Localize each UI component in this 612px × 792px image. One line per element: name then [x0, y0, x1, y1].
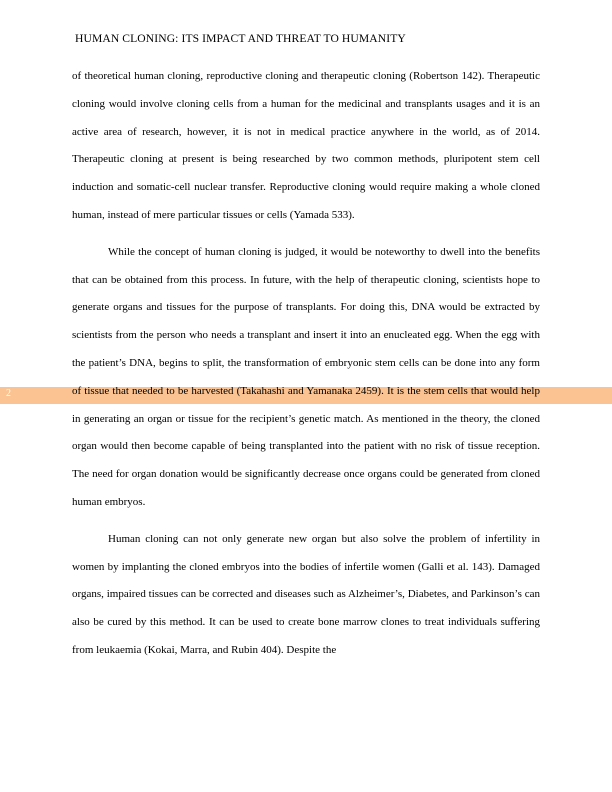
paragraph-benefits: While the concept of human cloning is judged, it would be noteworthy to dwell into the benefits that can be obtained from this process. In future, with the help of therapeutic cloning, scientists hope to generate organs and tissues for the purpose of transplants. For doing this, DNA would be extracted by scientists from the person who needs a transplant and insert it into an enucleated egg. When the egg with the patient’s DNA, begins to split, the transformation of embryonic stem cells can be done into any form of tissue that needed to be harvested (Takahashi and Yamanaka 2459). It is the stem cells that would help in generating an organ or tissue for the recipient’s genetic match. As mentioned in the theory, the cloned organ would then become capable of being transplanted into the patient with no risk of tissue reception. The need for organ donation would be significantly decrease once organs could be generated from cloned human embryos. — [72, 245, 540, 508]
page-number: 2 — [6, 388, 11, 399]
running-header: HUMAN CLONING: ITS IMPACT AND THREAT TO HUMANITY — [75, 32, 406, 45]
paragraph-infertility: Human cloning can not only generate new organ but also solve the problem of infertility in women by implanting the cloned embryos into the bodies of infertile women (Galli et al. 143). Damaged organs, impaired tissues can be corrected and diseases such as Alzheimer’s, Diabetes, and Parkinson’s can also be cured by this method. It can be used to create bone marrow clones to treat individuals suffering from leukaemia (Kokai, Marra, and Rubin 404). Despite the — [72, 532, 540, 656]
paragraph-continued: of theoretical human cloning, reproductive cloning and therapeutic cloning (Robertson 142). Therapeutic cloning would involve cloning cells from a human for the medicinal and transplants usages and it is an active area of research, however, it is not in medical practice anywhere in the world, as of 2014. Therapeutic cloning at present is being researched by two common methods, pluripotent stem cell induction and somatic-cell nuclear transfer. Reproductive cloning would require making a whole cloned human, instead of mere particular tissues or cells (Yamada 533). — [72, 70, 540, 221]
document-body — [72, 63, 540, 665]
